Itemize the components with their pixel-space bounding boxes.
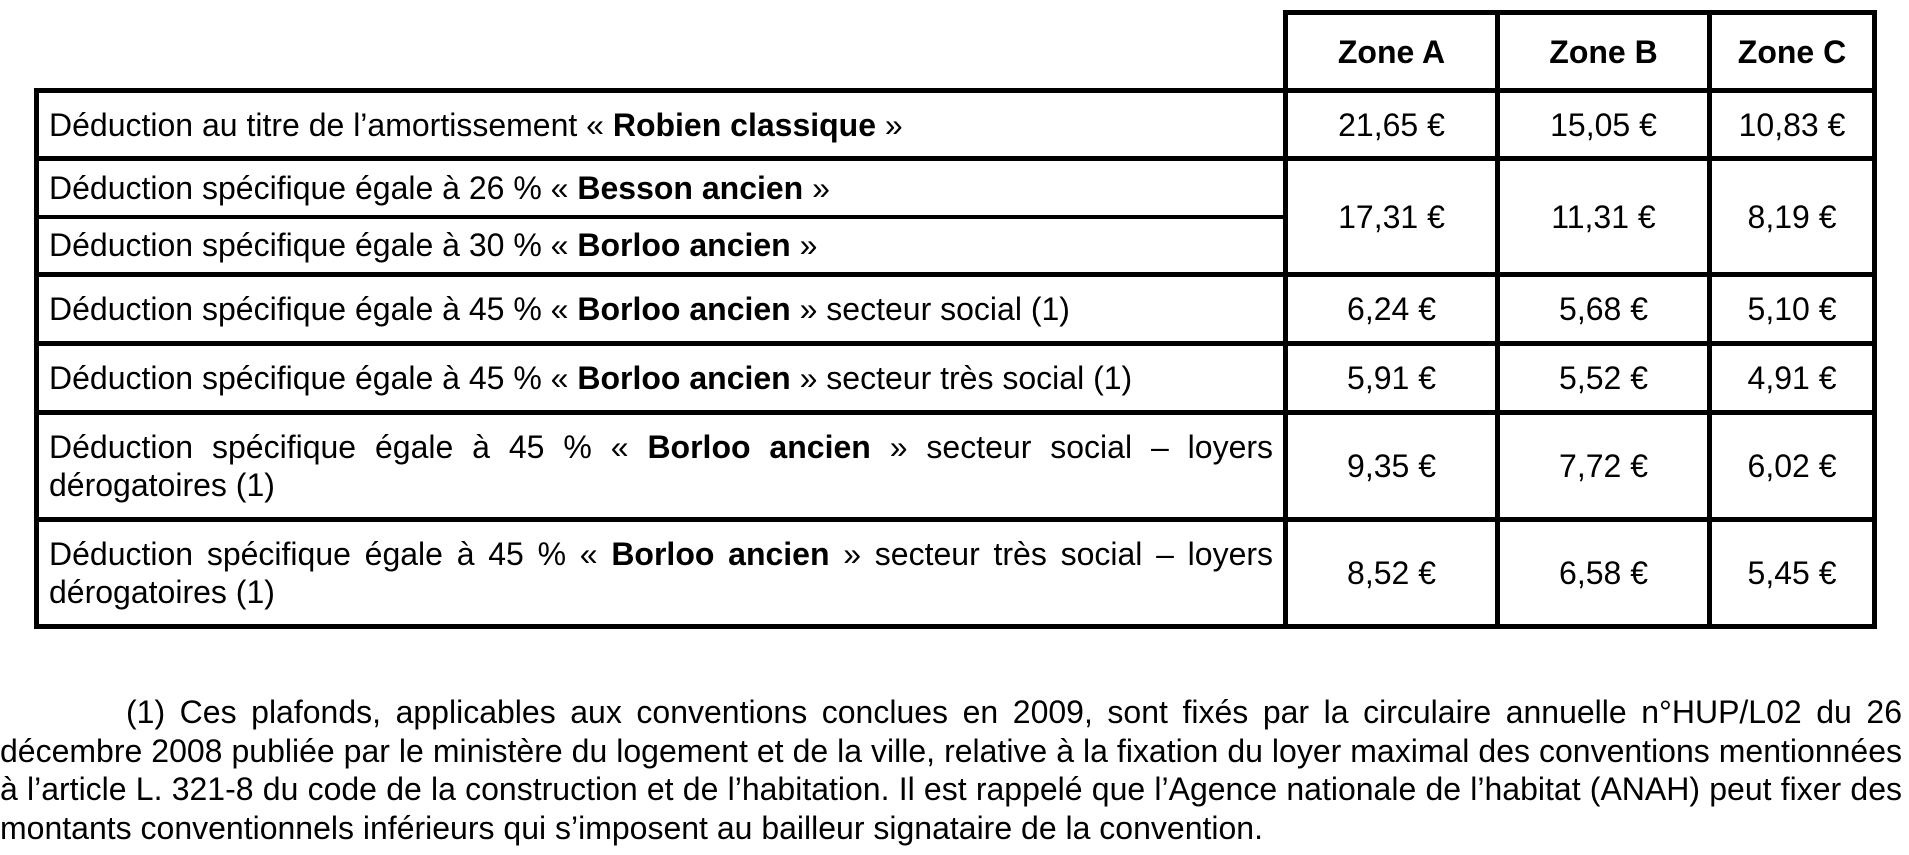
value-zone-b: 11,31 € bbox=[1498, 159, 1710, 275]
table-row bbox=[37, 413, 1875, 520]
header-zone-b: Zone B bbox=[1498, 13, 1710, 91]
value-zone-a: 5,91 € bbox=[1286, 344, 1498, 413]
row-label: Déduction spécifique égale à 45 % « Borloo ancien » secteur social – loyers dérogatoires (1) bbox=[37, 413, 1286, 520]
table-row bbox=[37, 159, 1875, 217]
value-zone-b: 15,05 € bbox=[1498, 91, 1710, 159]
value-zone-b: 5,52 € bbox=[1498, 344, 1710, 413]
header-zone-a: Zone A bbox=[1286, 13, 1498, 91]
value-zone-a: 6,24 € bbox=[1286, 275, 1498, 344]
table-row bbox=[37, 344, 1875, 413]
row-label: Déduction spécifique égale à 45 % « Borloo ancien » secteur très social (1) bbox=[37, 344, 1286, 413]
value-zone-c: 4,91 € bbox=[1710, 344, 1875, 413]
row-label: Déduction spécifique égale à 45 % « Borloo ancien » secteur très social – loyers dérogatoires (1) bbox=[37, 520, 1286, 627]
table-row bbox=[37, 520, 1875, 627]
deduction-table bbox=[34, 10, 1877, 629]
value-zone-a: 9,35 € bbox=[1286, 413, 1498, 520]
value-zone-c: 5,45 € bbox=[1710, 520, 1875, 627]
row-label: Déduction spécifique égale à 26 % « Besson ancien » bbox=[37, 159, 1286, 217]
table-row bbox=[37, 275, 1875, 344]
value-zone-a: 17,31 € bbox=[1286, 159, 1498, 275]
row-label: Déduction spécifique égale à 30 % « Borloo ancien » bbox=[37, 217, 1286, 275]
header-blank-cell bbox=[37, 13, 1286, 91]
table-row bbox=[37, 91, 1875, 159]
value-zone-c: 6,02 € bbox=[1710, 413, 1875, 520]
value-zone-b: 5,68 € bbox=[1498, 275, 1710, 344]
value-zone-a: 8,52 € bbox=[1286, 520, 1498, 627]
value-zone-a: 21,65 € bbox=[1286, 91, 1498, 159]
header-zone-c: Zone C bbox=[1710, 13, 1875, 91]
row-label: Déduction au titre de l’amortissement « Robien classique » bbox=[37, 91, 1286, 159]
footnote: (1) Ces plafonds, applicables aux conventions conclues en 2009, sont fixés par la circulaire annuelle n°HUP/L02 du 26 décembre 2008 publiée par le ministère du logement et de la ville, relative à la fixation du loyer maximal des conventions mentionnées à l’article L. 321-8 du code de la construction et de l’habitation. Il est rappelé que l’Agence nationale de l’habitat (ANAH) peut fixer des montants conventionnels inférieurs qui s’imposent au bailleur signataire de la convention. bbox=[0, 694, 1902, 846]
value-zone-b: 7,72 € bbox=[1498, 413, 1710, 520]
value-zone-b: 6,58 € bbox=[1498, 520, 1710, 627]
value-zone-c: 5,10 € bbox=[1710, 275, 1875, 344]
value-zone-c: 8,19 € bbox=[1710, 159, 1875, 275]
row-label: Déduction spécifique égale à 45 % « Borloo ancien » secteur social (1) bbox=[37, 275, 1286, 344]
value-zone-c: 10,83 € bbox=[1710, 91, 1875, 159]
header-row bbox=[37, 13, 1875, 91]
